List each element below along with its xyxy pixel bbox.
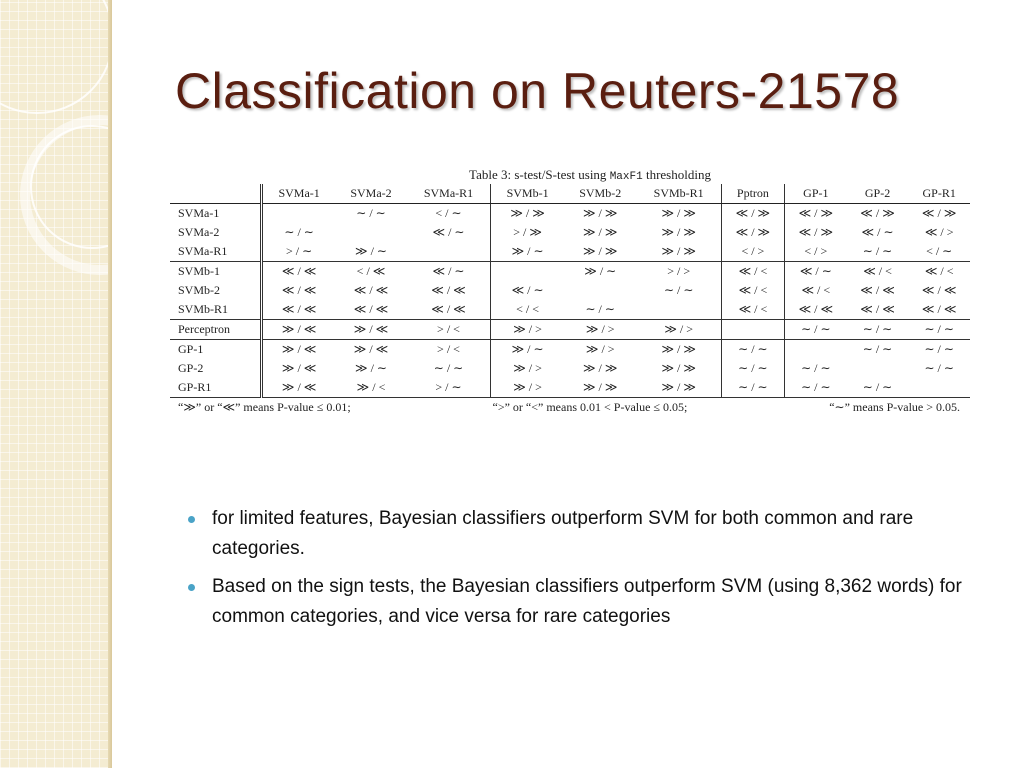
table-cell: ≪ / ∼ (784, 262, 846, 282)
table-cell: ≫ / > (564, 320, 637, 340)
table-cell: ≪ / ≪ (860, 283, 895, 297)
legend-item: “≫” or “≪” means P-value ≤ 0.01; (178, 400, 351, 414)
table-cell (491, 262, 564, 282)
table-cell: ≪ / ≪ (860, 302, 895, 316)
row-label: GP-2 (178, 361, 204, 375)
table-cell: ≫ / ≪ (335, 320, 407, 340)
table-cell: ≫ / > (491, 378, 564, 398)
table-cell: ≪ / < (908, 262, 970, 282)
table-cell: ≪ / ∼ (491, 281, 564, 300)
table-cell: < / > (784, 242, 846, 262)
table-cell: ≫ / ≪ (262, 359, 336, 378)
table-cell: ≫ / ≪ (262, 340, 336, 360)
table-cell: ∼ / ∼ (721, 340, 784, 360)
table-cell: ≫ / ≫ (661, 225, 696, 239)
row-label: SVMb-1 (170, 262, 262, 282)
table-cell: ≫ / ∼ (491, 242, 564, 262)
table-cell: ≫ / ≫ (637, 340, 722, 360)
table-cell: ≫ / ≫ (637, 378, 722, 398)
table-row (170, 359, 970, 378)
table-cell: > / ∼ (262, 242, 336, 262)
decorative-sidebar (0, 0, 112, 768)
row-label: Perceptron (170, 320, 262, 340)
table-cell: ≫ / ≫ (582, 244, 618, 258)
table-cell: ∼ / ∼ (847, 340, 909, 360)
table-cell: ≪ / < (784, 281, 846, 300)
table-cell: ≪ / ≫ (721, 204, 784, 224)
table-cell: ≪ / ≫ (721, 223, 784, 242)
table-row (170, 281, 970, 300)
table-cell: ∼ / ∼ (862, 244, 893, 258)
table-cell: ≫ / ≫ (661, 206, 696, 220)
table-cell: ≫ / ≫ (582, 361, 618, 375)
table-cell: ≪ / ≪ (262, 281, 336, 300)
table-cell: ≫ / ≫ (661, 361, 696, 375)
table-cell: < / ∼ (926, 244, 953, 258)
table-cell: ≫ / ≫ (491, 204, 564, 224)
table-cell: ≫ / ∼ (491, 340, 564, 360)
table-cell: ≫ / ≫ (582, 225, 618, 239)
column-header: GP-2 (847, 184, 909, 204)
table-cell: ∼ / ∼ (433, 361, 464, 375)
table-cell: ≪ / ≫ (860, 206, 895, 220)
table-body (170, 204, 970, 398)
table-cell: ≫ / ∼ (355, 361, 387, 375)
table-cell: ∼ / ∼ (784, 320, 846, 340)
table-row (170, 262, 970, 282)
table-cell: ∼ / ∼ (585, 302, 615, 316)
table-cell: ≪ / ≪ (431, 283, 466, 297)
table-cell: ≪ / < (721, 300, 784, 320)
table-row (170, 242, 970, 262)
table-cell: ≪ / ∼ (861, 225, 894, 239)
s-test-table (170, 184, 970, 398)
table-cell: > / < (407, 340, 491, 360)
bullet-list (188, 504, 988, 640)
bullet-item (188, 504, 988, 564)
table-cell: ≫ / > (637, 320, 722, 340)
table-cell: ∼ / ∼ (847, 378, 909, 398)
table-cell: > / ∼ (407, 378, 491, 398)
table-cell: ≪ / ≪ (784, 300, 846, 320)
table-row (170, 300, 970, 320)
table-cell: < / ∼ (435, 206, 462, 220)
table-cell: ≫ / ≫ (661, 244, 696, 258)
bullet-text: Based on the sign tests, the Bayesian classifiers outperform SVM (using 8,362 words) for common categories, and vice versa for rare categories (212, 576, 962, 627)
table-cell: ≪ / ≪ (921, 283, 957, 297)
column-header: SVMa-R1 (407, 184, 491, 204)
bullet-dot-icon (188, 584, 195, 591)
table-caption-mono: MaxF1 (609, 171, 643, 183)
table-cell: ∼ / ∼ (784, 359, 846, 378)
table-cell: ≪ / ≪ (262, 262, 336, 282)
table-cell: ≫ / ≪ (262, 378, 336, 398)
table-caption (210, 166, 970, 184)
table-cell: ≪ / ≪ (431, 302, 466, 316)
column-header: Pptron (721, 184, 784, 204)
table-cell (784, 340, 846, 360)
table-cell: ≫ / ∼ (564, 262, 637, 282)
row-label: SVMb-2 (178, 283, 221, 297)
results-table-figure (170, 166, 970, 432)
table-cell: ≪ / ∼ (407, 262, 491, 282)
table-cell: ≪ / > (924, 225, 954, 239)
table-cell: ≫ / ≫ (564, 378, 637, 398)
table-corner (170, 184, 262, 204)
table-cell: > / ≫ (491, 223, 564, 242)
table-cell: ∼ / ∼ (721, 378, 784, 398)
bullet-dot-icon (188, 516, 195, 523)
table-cell (262, 204, 336, 224)
row-label: GP-1 (170, 340, 262, 360)
table-row (170, 340, 970, 360)
column-header: SVMa-2 (335, 184, 407, 204)
table-cell: ≫ / < (335, 378, 407, 398)
table-caption-prefix: Table 3: s-test/S-test using (469, 167, 610, 182)
row-label: SVMa-R1 (178, 244, 228, 258)
column-header: SVMb-2 (564, 184, 637, 204)
table-cell: ≫ / ≪ (262, 320, 336, 340)
legend-item: “∼” means P-value > 0.05. (829, 400, 960, 414)
legend-item: “>” or “<” means 0.01 < P-value ≤ 0.05; (492, 400, 688, 414)
table-cell: ≪ / ≪ (353, 283, 389, 297)
table-cell: ≪ / ≫ (784, 204, 846, 224)
table-cell: ≫ / ≫ (582, 206, 618, 220)
table-cell: ∼ / ∼ (663, 283, 694, 297)
column-header: SVMb-R1 (637, 184, 722, 204)
table-cell: ∼ / ∼ (721, 359, 784, 378)
table-cell: ∼ / ∼ (262, 223, 336, 242)
slide-title: Classification on Reuters-21578 (175, 63, 900, 119)
table-cell: ∼ / ∼ (908, 340, 970, 360)
table-row (170, 223, 970, 242)
table-cell (637, 300, 722, 320)
table-cell: ≫ / ≪ (335, 340, 407, 360)
row-label: GP-R1 (170, 378, 262, 398)
sidebar-divider (108, 0, 112, 768)
table-cell: ≫ / > (491, 359, 564, 378)
table-cell (721, 320, 784, 340)
column-header: GP-1 (784, 184, 846, 204)
table-cell: ≪ / ≪ (353, 302, 389, 316)
table-cell (564, 281, 637, 300)
table-cell: ∼ / ∼ (356, 206, 386, 220)
table-header-row (170, 184, 970, 204)
table-legend (170, 398, 970, 415)
table-cell: ≪ / < (721, 281, 784, 300)
table-cell (335, 223, 407, 242)
table-cell: ≪ / ≫ (784, 223, 846, 242)
bullet-item (188, 572, 988, 632)
table-caption-suffix: thresholding (642, 167, 711, 182)
table-cell: ≫ / ∼ (355, 244, 387, 258)
table-cell: < / < (491, 300, 564, 320)
table-row (170, 378, 970, 398)
decorative-ring (0, 0, 112, 114)
table-cell: ≫ / > (564, 340, 637, 360)
bullet-text: for limited features, Bayesian classifiers outperform SVM for both common and rare categories. (212, 508, 914, 559)
table-cell: ≪ / < (721, 262, 784, 282)
table-cell: ≪ / ≫ (921, 206, 957, 220)
table-cell: ∼ / ∼ (924, 361, 954, 375)
table-cell: ∼ / ∼ (784, 378, 846, 398)
table-cell: > / < (407, 320, 491, 340)
table-cell (847, 359, 909, 378)
table-cell: ≪ / ≪ (262, 300, 336, 320)
table-cell: ≪ / < (847, 262, 909, 282)
table-cell (407, 242, 491, 262)
column-header: SVMa-1 (262, 184, 336, 204)
table-cell: ≫ / > (491, 320, 564, 340)
column-header: SVMb-1 (491, 184, 564, 204)
table-cell: ≪ / ∼ (432, 225, 465, 239)
table-row (170, 320, 970, 340)
table-row (170, 204, 970, 224)
row-label: SVMa-2 (178, 225, 220, 239)
column-header: GP-R1 (908, 184, 970, 204)
table-cell: ≪ / ≪ (921, 302, 957, 316)
table-cell (908, 378, 970, 398)
table-cell: ∼ / ∼ (908, 320, 970, 340)
table-cell: < / > (721, 242, 784, 262)
row-label: SVMb-R1 (178, 302, 229, 316)
table-cell: > / > (637, 262, 722, 282)
row-label: SVMa-1 (178, 206, 220, 220)
table-cell: ∼ / ∼ (847, 320, 909, 340)
table-cell: < / ≪ (335, 262, 407, 282)
